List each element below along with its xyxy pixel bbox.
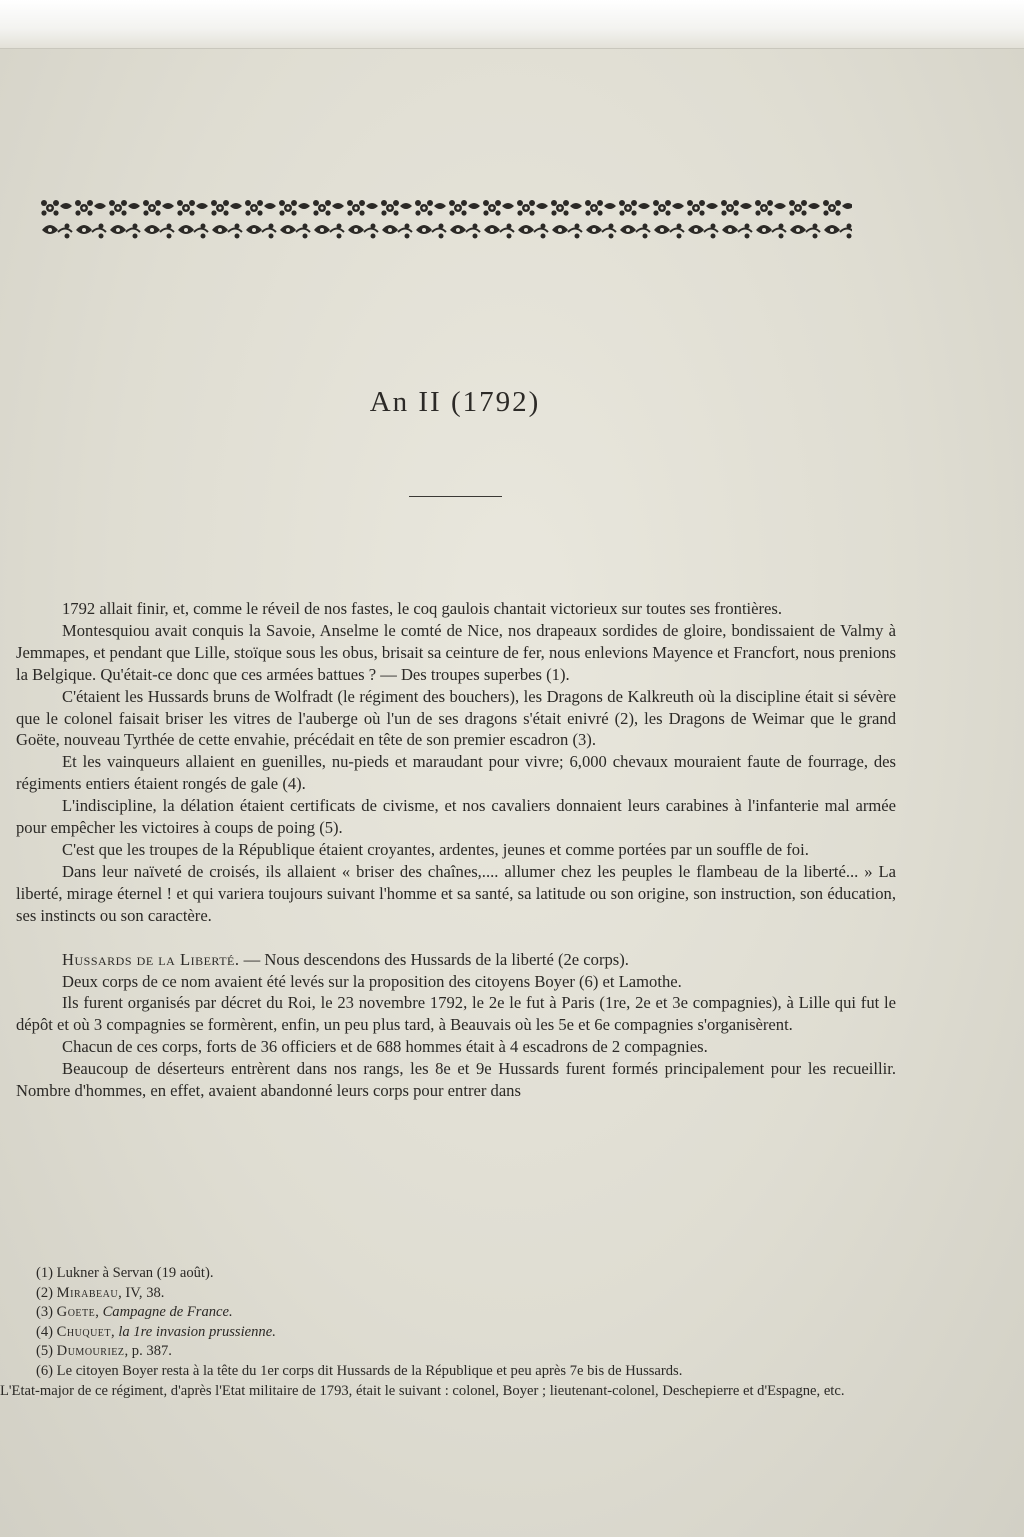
footnote-text: , bbox=[111, 1323, 119, 1340]
footnote: (1) Lukner à Servan (19 août). bbox=[36, 1265, 214, 1281]
footnote-continuation: L'Etat-major de ce régiment, d'après l'Etat militaire de 1793, était le suivant : colonel, Boyer ; lieutenant-colonel, Deschepierre et d'Espagne, etc. bbox=[0, 1382, 845, 1399]
footnote-number: (3) bbox=[36, 1304, 57, 1321]
ornament-motif bbox=[279, 200, 310, 239]
ornament-motif bbox=[109, 200, 140, 239]
ornament-motif bbox=[381, 200, 412, 239]
footnote bbox=[0, 1342, 935, 1362]
paragraph: Deux corps de ce nom avaient été levés sur la proposition des citoyens Boyer (6) et Lamothe. bbox=[62, 971, 682, 991]
paragraph: C'étaient les Hussards bruns de Wolfradt (le régiment des bouchers), les Dragons de Kalkreuth où la discipline était si sévère que le colonel faisait briser les vitres de l'auberge où l'un de ses dragons s'était enivré (2), les Dragons de Weimar que le grand Goëte, nouveau Tyrthée de cette envahie, précédait en tête de son premier escadron (3). bbox=[16, 686, 896, 750]
ornament-motif bbox=[551, 200, 582, 239]
ornament-motif bbox=[41, 200, 72, 239]
footnote-title: la 1re invasion prussienne. bbox=[118, 1323, 276, 1340]
footnote bbox=[0, 1323, 935, 1343]
ornament-motif bbox=[653, 200, 684, 239]
ornament-motif bbox=[483, 200, 514, 239]
footnote: (6) Le citoyen Boyer resta à la tête du 1er corps dit Hussards de la République et peu après 7e bis de Hussards. bbox=[36, 1362, 683, 1379]
footnote-number: (5) bbox=[36, 1343, 57, 1360]
title-divider bbox=[409, 496, 502, 497]
paragraph: Et les vainqueurs allaient en guenilles, nu-pieds et maraudant pour vivre; 6,000 chevaux mouraient faute de fourrage, des régiments entiers étaient rongés de gale (4). bbox=[16, 752, 896, 794]
ornament-motif bbox=[347, 200, 378, 239]
footnote-text: , bbox=[95, 1304, 103, 1321]
paragraph: Chacun de ces corps, forts de 36 officiers et de 688 hommes était à 4 escadrons de 2 compagnies. bbox=[62, 1037, 708, 1057]
ornament-motif bbox=[687, 200, 718, 239]
main-text bbox=[16, 598, 896, 1102]
ornament-motif bbox=[449, 200, 480, 239]
page-top-edge bbox=[0, 0, 1024, 49]
ornament-motif bbox=[177, 200, 208, 239]
paragraph: Dans leur naïveté de croisés, ils allaient « briser des chaînes,.... allumer chez les peuples le flambeau de la liberté... » La liberté, mirage éternel ! et qui variera toujours suivant l'homme et sa santé, sa latitude ou son origine, son instruction, son éducation, ses instincts ou son caractère. bbox=[16, 861, 896, 925]
ornament-motif bbox=[789, 200, 820, 239]
footnote bbox=[0, 1303, 935, 1323]
footnote-author: Goete bbox=[56, 1304, 96, 1321]
ornament-motif bbox=[245, 200, 276, 239]
section-paragraph bbox=[16, 949, 896, 971]
paragraph: Ils furent organisés par décret du Roi, le 23 novembre 1792, le 2e le fut à Paris (1re, 2e et 3e compagnies), à Lille qui fut le dépôt et où 3 compagnies se formèrent, enfin, un peu plus tard, à Beauvais où les 5e et 6e compagnies s'organisèrent. bbox=[16, 993, 896, 1035]
footnote-number: (4) bbox=[36, 1323, 57, 1340]
ornament-motif bbox=[415, 200, 446, 239]
ornament-motif bbox=[755, 200, 786, 239]
footnote-author: Dumouriez bbox=[56, 1343, 125, 1360]
ornament-motif bbox=[823, 200, 852, 239]
ornamental-border-band bbox=[36, 194, 852, 242]
ornament-motif bbox=[143, 200, 174, 239]
ornament-motif bbox=[721, 200, 752, 239]
footnote-title: Campagne de France. bbox=[102, 1304, 233, 1321]
ornament-motif bbox=[619, 200, 650, 239]
footnote-author: Chuquet bbox=[56, 1323, 112, 1340]
ornament-motif bbox=[517, 200, 548, 239]
footnote-text: , p. 387. bbox=[124, 1343, 172, 1360]
footnote-number: (2) bbox=[36, 1284, 57, 1301]
footnote-text: , IV, 38. bbox=[118, 1284, 165, 1301]
paragraph: Montesquiou avait conquis la Savoie, Anselme le comté de Nice, nos drapeaux sordides de gloire, bondissaient de Valmy à Jemmapes, et pendant que Lille, stoïque sous les obus, brisait sa ceinture de fer, nous enlevions Mayence et Francfort, nous prenions la Belgique. Qu'était-ce donc que ces armées battues ? — Des troupes superbes (1). bbox=[16, 620, 896, 684]
page-title: An II (1792) bbox=[369, 386, 541, 418]
ornament-motif bbox=[211, 200, 242, 239]
ornament-motif bbox=[313, 200, 344, 239]
footnotes bbox=[0, 1264, 935, 1401]
section-heading: Hussards de la Liberté. bbox=[62, 949, 240, 969]
paragraph: Beaucoup de déserteurs entrèrent dans nos rangs, les 8e et 9e Hussards furent formés principalement pour les recueillir. Nombre d'hommes, en effet, avaient abandonné leurs corps pour entrer dans bbox=[16, 1059, 896, 1101]
ornament-motif bbox=[75, 200, 106, 239]
paragraph: L'indiscipline, la délation étaient certificats de civisme, et nos cavaliers donnaient leurs carabines à l'infanterie mal armée pour empêcher les victoires à coups de poing (5). bbox=[16, 796, 896, 838]
ornament-motif bbox=[585, 200, 616, 239]
section-text: — Nous descendons des Hussards de la liberté (2e corps). bbox=[239, 949, 629, 969]
footnote-author: Mirabeau bbox=[56, 1284, 119, 1301]
paragraph: C'est que les troupes de la République étaient croyantes, ardentes, jeunes et comme portées par un souffle de foi. bbox=[62, 839, 809, 859]
paragraph: 1792 allait finir, et, comme le réveil de nos fastes, le coq gaulois chantait victorieux sur toutes ses frontières. bbox=[62, 599, 783, 618]
footnote bbox=[0, 1284, 935, 1304]
